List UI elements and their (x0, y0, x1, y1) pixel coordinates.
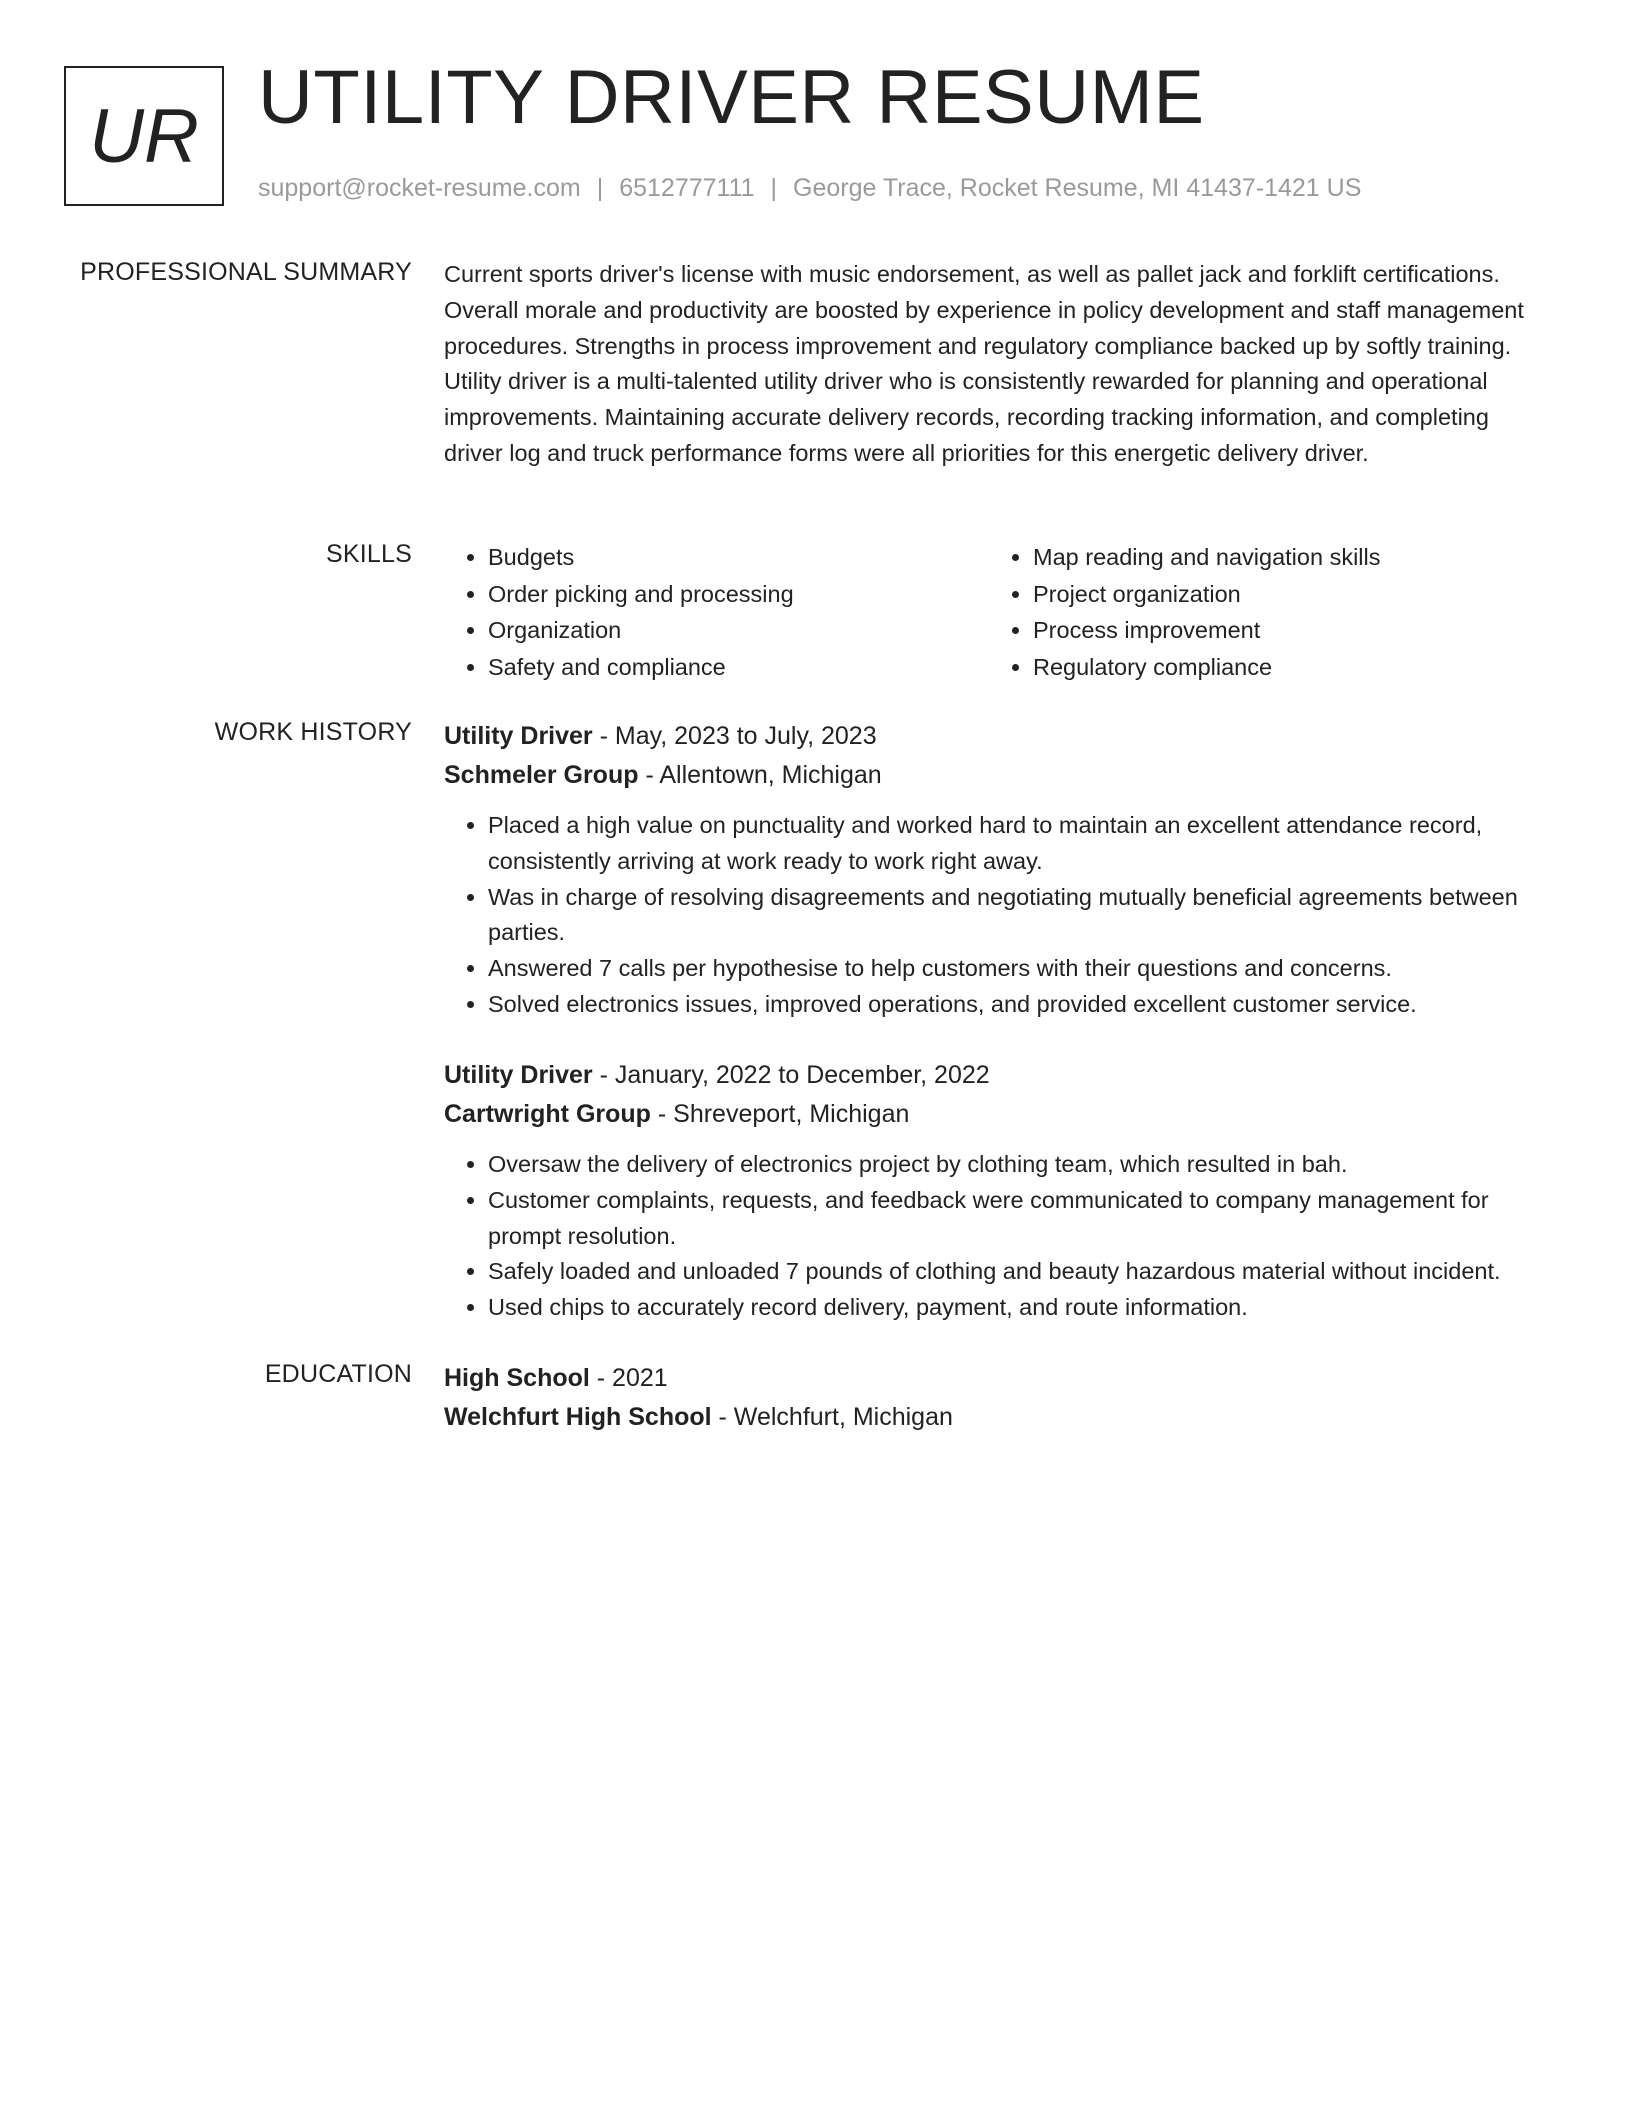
education-school-line (444, 1398, 1554, 1437)
job-dates: - May, 2023 to July, 2023 (592, 722, 877, 750)
skill-item: • Project organization (1033, 576, 1534, 613)
job-dates: - January, 2022 to December, 2022 (592, 1061, 990, 1089)
skill-item: • Order picking and processing (488, 576, 989, 613)
job-entry (444, 1056, 1554, 1326)
job-bullet: • Answered 7 calls per hypothesise to help customers with their questions and concerns. (488, 951, 1554, 987)
skill-item: • Map reading and navigation skills (1033, 539, 1534, 576)
job-bullet: • Used chips to accurately record delivery, payment, and route information. (488, 1290, 1554, 1326)
resume-title: UTILITY DRIVER RESUME (258, 55, 1205, 140)
job-title: Utility Driver (444, 1061, 593, 1089)
contact-phone[interactable]: 6512777111 (619, 174, 755, 202)
job-bullet: • Customer complaints, requests, and feedback were communicated to company management for prompt resolution. (488, 1183, 1554, 1255)
job-company-line (444, 756, 1554, 795)
education-school: Welchfurt High School (444, 1402, 712, 1431)
job-bullet: • Safely loaded and unloaded 7 pounds of clothing and beauty hazardous material without incident. (488, 1254, 1554, 1290)
skill-item: • Regulatory compliance (1033, 649, 1534, 686)
job-entry (444, 717, 1554, 1023)
education-year: - 2021 (589, 1364, 668, 1392)
skills-label: SKILLS (326, 540, 412, 568)
job-bullet: • Solved electronics issues, improved operations, and provided excellent customer service. (488, 987, 1554, 1023)
skills-list-left (444, 539, 989, 685)
skill-item: • Process improvement (1033, 612, 1534, 649)
contact-separator: | (770, 174, 778, 202)
summary-text: Current sports driver's license with music endorsement, as well as pallet jack and forklift certifications. Overall morale and productivity are boosted by experience in policy development and staff management procedures. Strengths in process improvement and regulatory compliance backed up by softly training. Utility driver is a multi-talented utility driver who is consistently rewarded for planning and operational improvements. Maintaining accurate delivery records, recording tracking information, and completing driver log and truck performance forms were all priorities for this energetic delivery driver. (444, 261, 1524, 466)
skill-item: • Organization (488, 612, 989, 649)
job-title-line (444, 717, 1554, 756)
job-title-line (444, 1056, 1554, 1095)
education-location: - Welchfurt, Michigan (711, 1402, 953, 1431)
job-location: - Shreveport, Michigan (650, 1099, 910, 1128)
job-company-line (444, 1095, 1554, 1134)
skill-item: • Safety and compliance (488, 649, 989, 686)
job-company: Cartwright Group (444, 1099, 651, 1128)
monogram-logo: UR (64, 66, 224, 206)
skills-list-right (989, 539, 1534, 685)
work-history-label: WORK HISTORY (214, 718, 412, 746)
job-title: Utility Driver (444, 722, 593, 750)
job-bullet: • Placed a high value on punctuality and worked hard to maintain an excellent attendance record, consistently arriving at work ready to work right away. (488, 808, 1554, 880)
skill-item: • Budgets (488, 539, 989, 576)
education-degree: High School (444, 1364, 590, 1392)
contact-line (258, 174, 1361, 203)
contact-email[interactable]: support@rocket-resume.com (258, 174, 581, 202)
education-label: EDUCATION (264, 1360, 412, 1388)
summary-label: PROFESSIONAL SUMMARY (80, 258, 412, 286)
job-bullet: • Was in charge of resolving disagreements and negotiating mutually beneficial agreements between parties. (488, 880, 1554, 952)
job-bullets (444, 1147, 1554, 1326)
job-company: Schmeler Group (444, 760, 639, 789)
job-bullet: • Oversaw the delivery of electronics project by clothing team, which resulted in bah. (488, 1147, 1554, 1183)
contact-separator: | (596, 174, 604, 202)
education-degree-line (444, 1359, 1554, 1398)
job-location: - Allentown, Michigan (638, 760, 882, 789)
contact-address: George Trace, Rocket Resume, MI 41437-1421 US (793, 174, 1362, 202)
job-bullets (444, 808, 1554, 1023)
